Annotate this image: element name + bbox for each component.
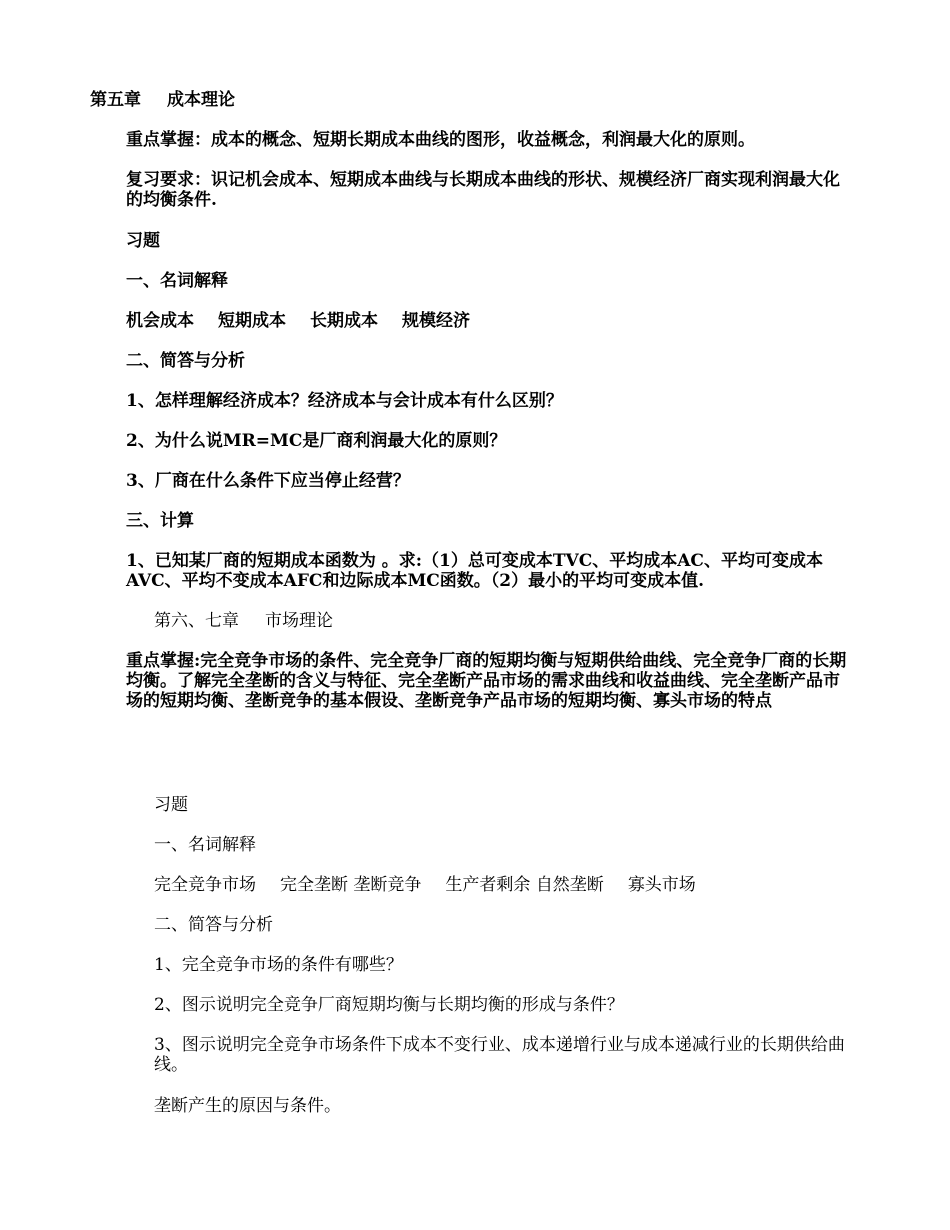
- chapter5-question-1: 1、怎样理解经济成本？经济成本与会计成本有什么区别？: [126, 391, 563, 411]
- term: 垄断竞争: [353, 875, 422, 895]
- chapter67-section-analysis: 二、简答与分析: [154, 915, 273, 935]
- chapter67-question-3: 3、图示说明完全竞争市场条件下成本不变行业、成本递增行业与成本递减行业的长期供给曲线。: [154, 1035, 845, 1075]
- term: 自然垄断: [535, 875, 604, 895]
- term: 完全垄断: [280, 875, 348, 895]
- chapter5-exercise-heading: 习题: [126, 231, 160, 251]
- term: 寡头市场: [627, 875, 696, 895]
- term: 短期成本: [218, 311, 286, 331]
- term: 长期成本: [310, 311, 378, 331]
- chapter67-last-item: 垄断产生的原因与条件。: [154, 1096, 341, 1116]
- chapter5-calc-problem: 1、已知某厂商的短期成本函数为 。求:（1）总可变成本TVC、平均成本AC、平均可变成本AVC、平均不变成本AFC和边际成本MC函数。（2）最小的平均可变成本值.: [126, 551, 823, 591]
- chapter5-section-analysis: 二、简答与分析: [126, 351, 245, 371]
- term: 生产者剩余: [445, 875, 531, 895]
- chapter67-heading: [154, 611, 333, 631]
- term: 完全竞争市场: [154, 875, 256, 895]
- term: 规模经济: [402, 311, 470, 331]
- chapter5-terms-list: [126, 311, 470, 331]
- chapter5-title: 成本理论: [167, 90, 235, 110]
- chapter67-terms-list: [154, 875, 696, 895]
- chapter5-focus: 重点掌握：成本的概念、短期长期成本曲线的图形，收益概念，利润最大化的原则。: [126, 130, 755, 150]
- chapter67-focus: 重点掌握:完全竞争市场的条件、完全竞争厂商的短期均衡与短期供给曲线、完全竞争厂商的长期均衡。了解完全垄断的含义与特征、完全垄断产品市场的需求曲线和收益曲线、完全垄断产品市场的短期均衡、垄断竞争的基本假设、垄断竞争产品市场的短期均衡、寡头市场的特点: [126, 651, 847, 711]
- chapter5-heading: [90, 90, 235, 110]
- chapter5-section-terms: 一、名词解释: [126, 271, 228, 291]
- chapter67-title: 市场理论: [265, 611, 333, 631]
- chapter67-exercise-heading: 习题: [154, 795, 188, 815]
- chapter5-review: 复习要求：识记机会成本、短期成本曲线与长期成本曲线的形状、规模经济厂商实现利润最大化的均衡条件.: [126, 170, 840, 210]
- chapter5-question-2: 2、为什么说MR=MC是厂商利润最大化的原则？: [126, 431, 507, 451]
- chapter5-section-calc: 三、计算: [126, 511, 194, 531]
- chapter67-question-1: 1、完全竞争市场的条件有哪些？: [154, 955, 403, 975]
- chapter67-section-terms: 一、名词解释: [154, 835, 256, 855]
- chapter5-question-3: 3、厂商在什么条件下应当停止经营？: [126, 471, 410, 491]
- chapter67-question-2: 2、图示说明完全竞争厂商短期均衡与长期均衡的形成与条件？: [154, 995, 624, 1015]
- term: 机会成本: [126, 311, 194, 331]
- chapter67-number: 第六、七章: [154, 611, 239, 631]
- chapter5-number: 第五章: [90, 90, 141, 110]
